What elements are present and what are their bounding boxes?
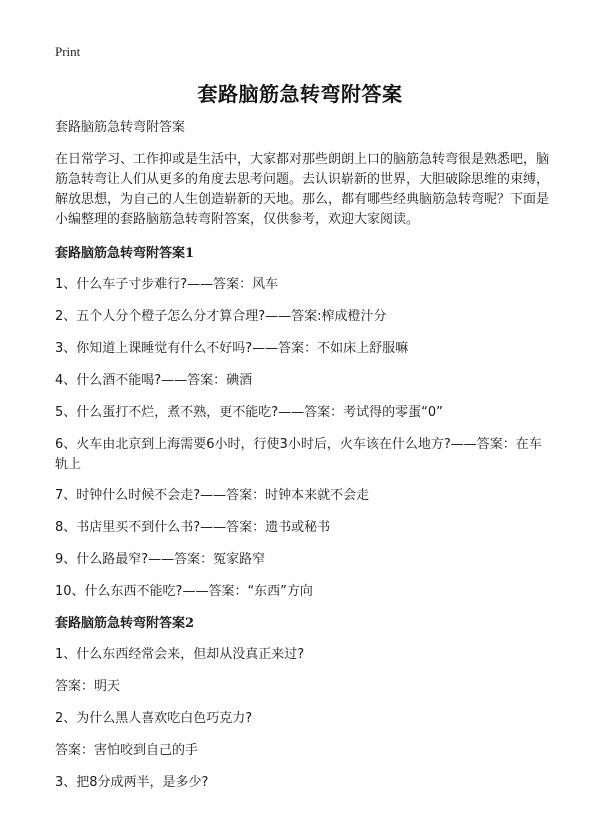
- page-title: 套路脑筋急转弯附答案: [197, 82, 403, 106]
- riddle-item: 5、什么蛋打不烂，煮不熟，更不能吃?——答案：考试得的零蛋“0”: [55, 405, 443, 420]
- section-heading-2: 套路脑筋急转弯附答案2: [55, 616, 195, 631]
- riddle-question: 2、为什么黑人喜欢吃白色巧克力?: [55, 711, 253, 726]
- riddle-item: 4、什么酒不能喝?——答案：碘酒: [55, 373, 253, 388]
- riddle-item: 1、什么车子寸步难行?——答案：风车: [55, 277, 279, 292]
- article-body: [55, 118, 553, 805]
- riddle-answer: 答案：明天: [55, 679, 121, 694]
- riddle-item: 2、五个人分个橙子怎么分才算合理?——答案:榨成橙汁分: [55, 309, 387, 324]
- article-subtitle: 套路脑筋急转弯附答案: [55, 120, 186, 135]
- riddle-item: 8、书店里买不到什么书?——答案：遗书或秘书: [55, 520, 331, 535]
- riddle-item: 9、什么路最窄?——答案：冤家路窄: [55, 552, 266, 567]
- riddle-item: 3、你知道上课睡觉有什么不好吗?——答案：不如床上舒服嘛: [55, 341, 409, 356]
- section-heading-1: 套路脑筋急转弯附答案1: [55, 246, 195, 261]
- riddle-answer: 答案：害怕咬到自己的手: [55, 743, 199, 758]
- riddle-item: 10、什么东西不能吃?——答案：“东西”方向: [55, 584, 313, 599]
- riddle-question: 1、什么东西经常会来，但却从没真正来过?: [55, 647, 305, 662]
- print-link[interactable]: Print: [55, 44, 81, 59]
- riddle-question: 3、把8分成两半，是多少?: [55, 775, 209, 790]
- riddle-item: 7、时钟什么时候不会走?——答案：时钟本来就不会走: [55, 488, 370, 503]
- riddle-item: 6、火车由北京到上海需要6小时，行使3小时后，火车该在什么地方?——答案：在车轨上: [55, 437, 542, 472]
- intro-paragraph: 在日常学习、工作抑或是生活中，大家都对那些朗朗上口的脑筋急转弯很是熟悉吧，脑筋急转弯让人们从更多的角度去思考问题。去认识崭新的世界，大胆破除思维的束缚，解放思想，为自己的人生创造崭新的天地。那么，都有哪些经典脑筋急转弯呢？下面是小编整理的套路脑筋急转弯附答案，仅供参考，欢迎大家阅读。: [55, 152, 550, 227]
